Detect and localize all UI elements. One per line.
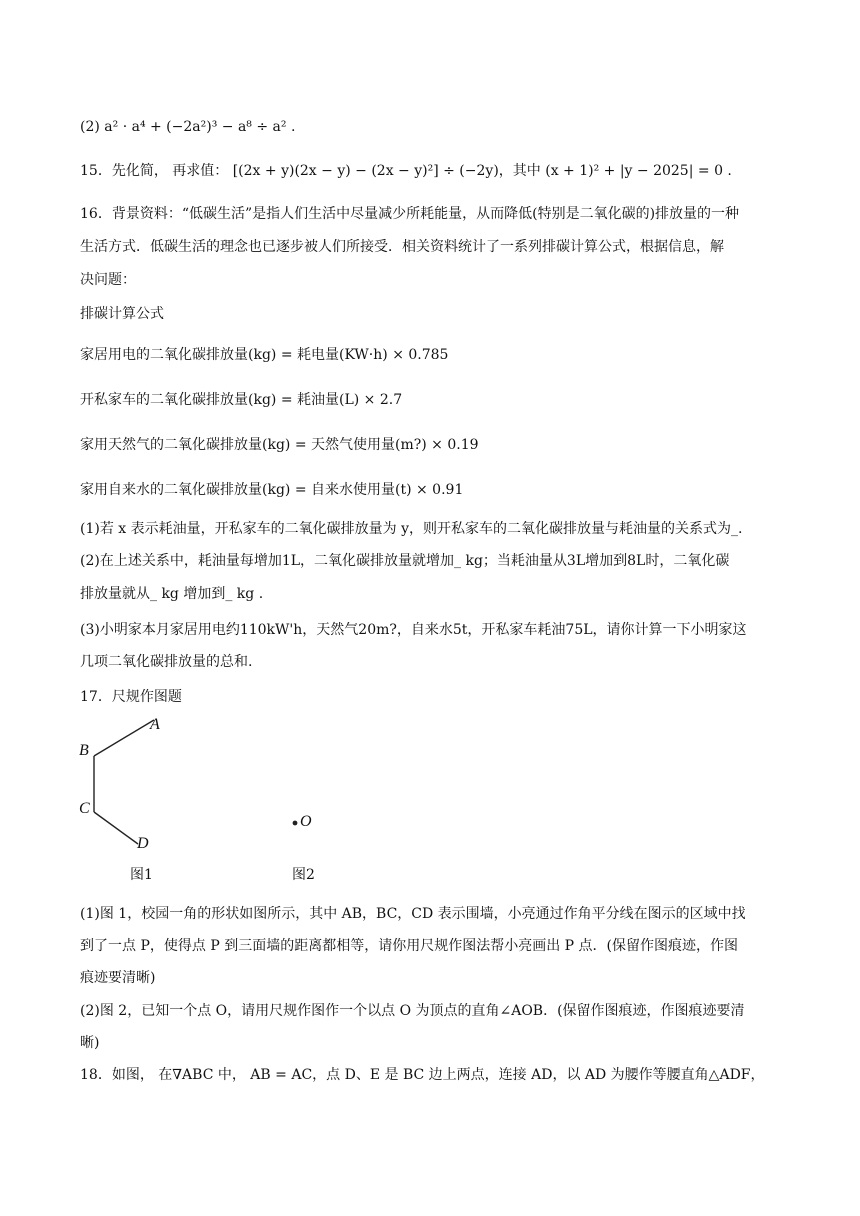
problem-16-part-2-line-2: 排放量就从_ kg 增加到_ kg . — [80, 586, 264, 602]
problem-16-part-2-line-1: (2)在上述关系中，耗油量每增加1L，二氧化碳排放量就增加_ kg；当耗油量从3L增加到8L时，二氧化碳 — [80, 553, 730, 569]
figure-1-label-c: C — [79, 800, 90, 817]
problem-16-part-3-line-2: 几项二氧化碳排放量的总和. — [80, 654, 253, 670]
problem-18-line-1: 18．如图， 在∇ABC 中， AB = AC，点 D、E 是 BC 边上两点，连接 AD，以 AD 为腰作等腰直角△ADF， — [80, 1067, 765, 1083]
formula-car: 开私家车的二氧化碳排放量(kg) = 耗油量(L) × 2.7 — [80, 392, 403, 408]
figure-2-label-o: O — [300, 813, 312, 830]
problem-15: 15．先化简， 再求值： [(2x + y)(2x − y) − (2x − y)²] ÷ (−2y)，其中 (x + 1)² + |y − 2025| = 0 . — [80, 163, 732, 179]
problem-17-part-1-line-1: (1)图 1，校园一角的形状如图所示，其中 AB，BC，CD 表示围墙，小亮通过作角平分线在图示的区域中找 — [80, 906, 746, 922]
problem-16-line-3: 决问题： — [80, 272, 136, 288]
problem-17-part-2-line-2: 晰) — [80, 1035, 100, 1051]
geometry-figures — [70, 700, 430, 890]
figure-2-caption: 图2 — [292, 867, 315, 883]
problem-16-line-1: 16．背景资料：“低碳生活”是指人们生活中尽量减少所耗能量，从而降低(特别是二氧化碳的)排放量的一种 — [80, 206, 740, 222]
problem-16-part-1: (1)若 x 表示耗油量，开私家车的二氧化碳排放量为 y，则开私家车的二氧化碳排放量与耗油量的关系式为_. — [80, 521, 743, 537]
problem-17-part-1-line-3: 痕迹要清晰) — [80, 970, 156, 986]
problem-17-part-2-line-1: (2)图 2，已知一个点 O，请用尺规作图作一个以点 O 为顶点的直角∠AOB．(保留作图痕迹，作图痕迹要清 — [80, 1003, 745, 1019]
wall-ab — [94, 720, 154, 756]
wall-cd — [94, 812, 138, 844]
point-o-dot — [293, 821, 298, 826]
problem-17-part-1-line-2: 到了一点 P，使得点 P 到三面墙的距离都相等，请你用尺规作图法帮小亮画出 P 点．(保留作图痕迹，作图 — [80, 938, 738, 954]
formula-heading: 排碳计算公式 — [80, 306, 164, 322]
figure-1-label-b: B — [79, 742, 89, 759]
figure-1-label-a: A — [150, 716, 160, 733]
formula-water: 家用自来水的二氧化碳排放量(kg) = 自来水使用量(t) × 0.91 — [80, 482, 464, 498]
figure-1-caption: 图1 — [130, 867, 153, 883]
problem-14-part-2: (2) a² · a⁴ + (−2a²)³ − a⁸ ÷ a² . — [80, 119, 296, 135]
problem-16-part-3-line-1: (3)小明家本月家居用电约110kW'h，天然气20m?，自来水5t，开私家车耗油75L，请你计算一下小明家这 — [80, 622, 747, 638]
problem-16-line-2: 生活方式．低碳生活的理念也已逐步被人们所接受．相关资料统计了一系列排碳计算公式，根据信息，解 — [80, 239, 724, 255]
figure-1-label-d: D — [137, 835, 149, 852]
figure-1-wall-shape — [70, 700, 430, 890]
formula-gas: 家用天然气的二氧化碳排放量(kg) = 天然气使用量(m?) × 0.19 — [80, 437, 479, 453]
problem-17-heading: 17．尺规作图题 — [80, 689, 182, 705]
formula-electricity: 家居用电的二氧化碳排放量(kg) = 耗电量(KW·h) × 0.785 — [80, 347, 449, 363]
